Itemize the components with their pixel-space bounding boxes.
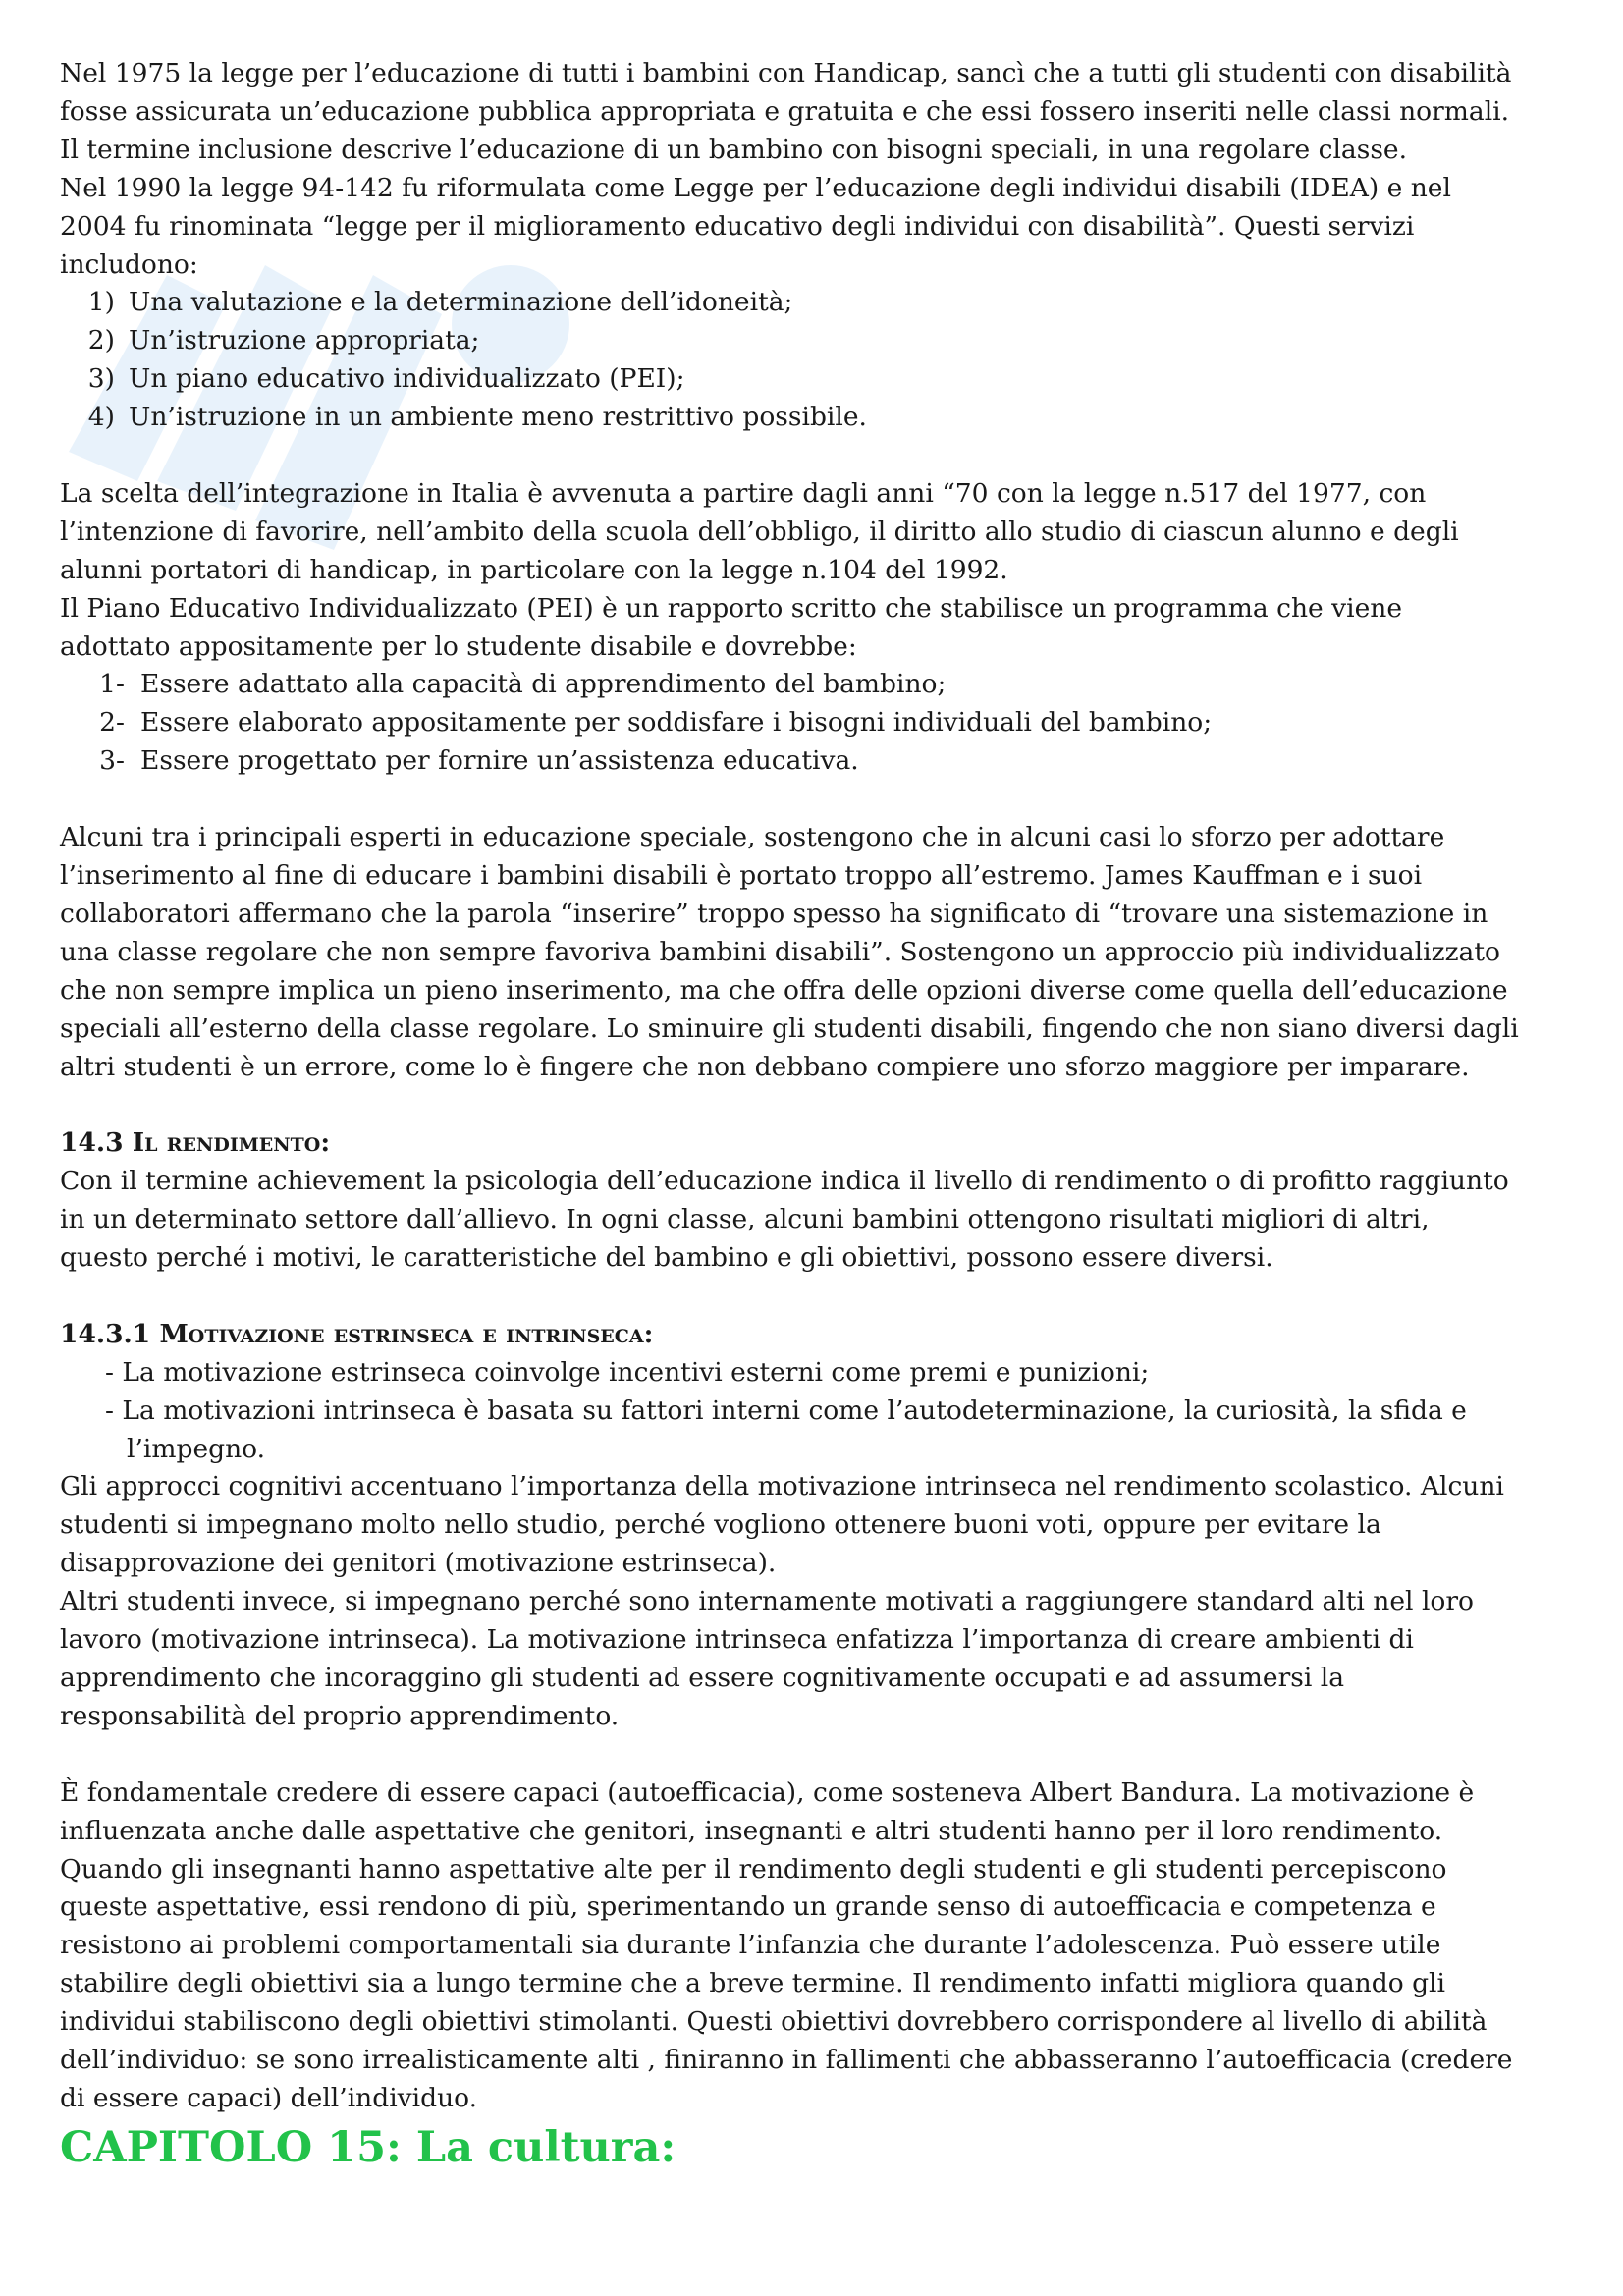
text-line: Nel 1975 la legge per l’educazione di tutti i bambini con Handicap, sancì che a tutti gli studenti con disabilità <box>60 58 1512 88</box>
text-line: Altri studenti invece, si impegnano perché sono internamente motivati a raggiungere standard alti nel loro <box>60 1586 1474 1617</box>
spacer <box>60 437 1592 475</box>
spacer <box>60 1278 1592 1316</box>
spacer <box>60 781 1592 819</box>
text-line: dell’individuo: se sono irrealisticamente alti , finiranno in fallimenti che abbasseranno l’autoefficacia (credere <box>60 2045 1513 2076</box>
spacer <box>60 1736 1592 1775</box>
list-item: - La motivazione estrinseca coinvolge incentivi esterni come premi e punizioni; <box>105 1356 1150 1388</box>
paragraph-italy-integration <box>60 475 1592 667</box>
text-line: speciali all’esterno della classe regolare. Lo sminuire gli studenti disabili, fingendo che non siano diversi dagli <box>60 1012 1519 1044</box>
text-line: l’inserimento al fine di educare i bambini disabili è portato troppo all’estremo. James Kauffman e i suoi <box>60 860 1423 891</box>
paragraph-self-efficacy <box>60 1775 1592 2118</box>
paragraph-cognitive-approaches <box>60 1468 1592 1735</box>
document-page <box>60 55 1592 2177</box>
text-line: studenti si impegnano molto nello studio, perché vogliono ottenere buoni voti, oppure per evitare la <box>60 1509 1381 1541</box>
text-line: in un determinato settore dall’allievo. In ogni classe, alcuni bambini ottengono risultati migliori di altri, <box>60 1204 1430 1235</box>
list-item: - La motivazioni intrinseca è basata su fattori interni come l’autodeterminazione, la curiosità, la sfida e <box>105 1394 1467 1426</box>
text-line: influenzata anche dalle aspettative che genitori, insegnanti e altri studenti hanno per il loro rendimento. <box>60 1815 1443 1846</box>
text-line: includono: <box>60 248 198 280</box>
text-line: resistono ai problemi comportamentali sia durante l’infanzia che durante l’adolescenza. Può essere utile <box>60 1930 1441 1961</box>
list-item: 3) Un piano educativo individualizzato (PEI); <box>87 363 685 395</box>
section-heading-14-3: 14.3 Il rendimento: <box>60 1127 331 1159</box>
paragraph-achievement <box>60 1163 1592 1278</box>
bullet-list-motivation <box>60 1354 1592 1469</box>
numbered-list-services <box>60 284 1592 437</box>
text-line: adottato appositamente per lo studente disabile e dovrebbe: <box>60 630 857 662</box>
list-item-continuation: l’impegno. <box>127 1433 266 1464</box>
text-line: questo perché i motivi, le caratteristiche del bambino e gli obiettivi, possono essere diversi. <box>60 1242 1273 1274</box>
list-item: 3- Essere progettato per fornire un’assistenza educativa. <box>99 745 859 777</box>
text-line: di essere capaci) dell’individuo. <box>60 2082 478 2113</box>
text-line: queste aspettative, essi rendono di più, sperimentando un grande senso di autoefficacia e competenza e <box>60 1891 1436 1923</box>
text-line: Quando gli insegnanti hanno aspettative alte per il rendimento degli studenti e gli studenti percepiscono <box>60 1853 1447 1885</box>
text-line: lavoro (motivazione intrinseca). La motivazione intrinseca enfatizza l’importanza di creare ambienti di <box>60 1624 1414 1656</box>
list-item: 1- Essere adattato alla capacità di apprendimento del bambino; <box>99 669 947 700</box>
list-item: 1) Una valutazione e la determinazione dell’idoneità; <box>87 287 793 318</box>
section-heading-14-3-1: 14.3.1 Motivazione estrinseca e intrinseca: <box>60 1318 654 1349</box>
spacer <box>60 1086 1592 1124</box>
text-line: Con il termine achievement la psicologia dell’educazione indica il livello di rendimento o di profitto raggiunto <box>60 1166 1509 1197</box>
list-item: 2- Essere elaborato appositamente per soddisfare i bisogni individuali del bambino; <box>99 707 1213 738</box>
paragraph-special-education <box>60 819 1592 1086</box>
list-item: 4) Un’istruzione in un ambiente meno restrittivo possibile. <box>87 402 867 433</box>
text-line: 2004 fu rinominata “legge per il miglioramento educativo degli individui con disabilità”. Questi servizi <box>60 210 1415 242</box>
text-line: alunni portatori di handicap, in particolare con la legge n.104 del 1992. <box>60 554 1008 585</box>
text-line: apprendimento che incoraggino gli studenti ad essere cognitivamente occupati e ad assumersi la <box>60 1663 1345 1693</box>
paragraph-idea-law <box>60 55 1592 284</box>
text-line: individui stabiliscono degli obiettivi stimolanti. Questi obiettivi dovrebbero corrispondere al livello di abilità <box>60 2006 1488 2038</box>
text-line: altri studenti è un errore, come lo è fingere che non debbano compiere uno sforzo maggiore per imparare. <box>60 1051 1470 1082</box>
text-line: È fondamentale credere di essere capaci (autoefficacia), come sosteneva Albert Bandura. La motivazione è <box>60 1777 1475 1808</box>
text-line: fosse assicurata un’educazione pubblica appropriata e gratuita e che essi fossero inseriti nelle classi normali. <box>60 95 1510 127</box>
text-line: La scelta dell’integrazione in Italia è avvenuta a partire dagli anni “70 con la legge n.517 del 1977, con <box>60 477 1427 509</box>
text-line: disapprovazione dei genitori (motivazione estrinseca). <box>60 1548 777 1579</box>
text-line: stabilire degli obiettivi sia a lungo termine che a breve termine. Il rendimento infatti migliora quando gli <box>60 1968 1445 1999</box>
text-line: l’intenzione di favorire, nell’ambito della scuola dell’obbligo, il diritto allo studio di ciascun alunno e degli <box>60 516 1459 547</box>
text-line: responsabilità del proprio apprendimento. <box>60 1700 620 1731</box>
text-line: Alcuni tra i principali esperti in educazione speciale, sostengono che in alcuni casi lo sforzo per adottare <box>60 822 1445 853</box>
text-line: collaboratori affermano che la parola “inserire” troppo spesso ha significato di “trovare una sistemazione in <box>60 898 1488 929</box>
text-line: Nel 1990 la legge 94-142 fu riformulata come Legge per l’educazione degli individui disabili (IDEA) e nel <box>60 172 1451 203</box>
text-line: Il termine inclusione descrive l’educazione di un bambino con bisogni speciali, in una regolare classe. <box>60 134 1408 165</box>
text-line: una classe regolare che non sempre favoriva bambini disabili”. Sostengono un approccio più individualizzato <box>60 936 1500 967</box>
text-line: Gli approcci cognitivi accentuano l’importanza della motivazione intrinseca nel rendimento scolastico. Alcuni <box>60 1471 1504 1503</box>
list-item: 2) Un’istruzione appropriata; <box>87 325 480 356</box>
text-line: Il Piano Educativo Individualizzato (PEI) è un rapporto scritto che stabilisce un programma che viene <box>60 592 1403 624</box>
text-line: che non sempre implica un pieno inserimento, ma che offra delle opzioni diverse come quella dell’educazione <box>60 974 1508 1006</box>
numbered-list-pei <box>60 666 1592 781</box>
chapter-title: CAPITOLO 15: La cultura: <box>60 2122 676 2172</box>
